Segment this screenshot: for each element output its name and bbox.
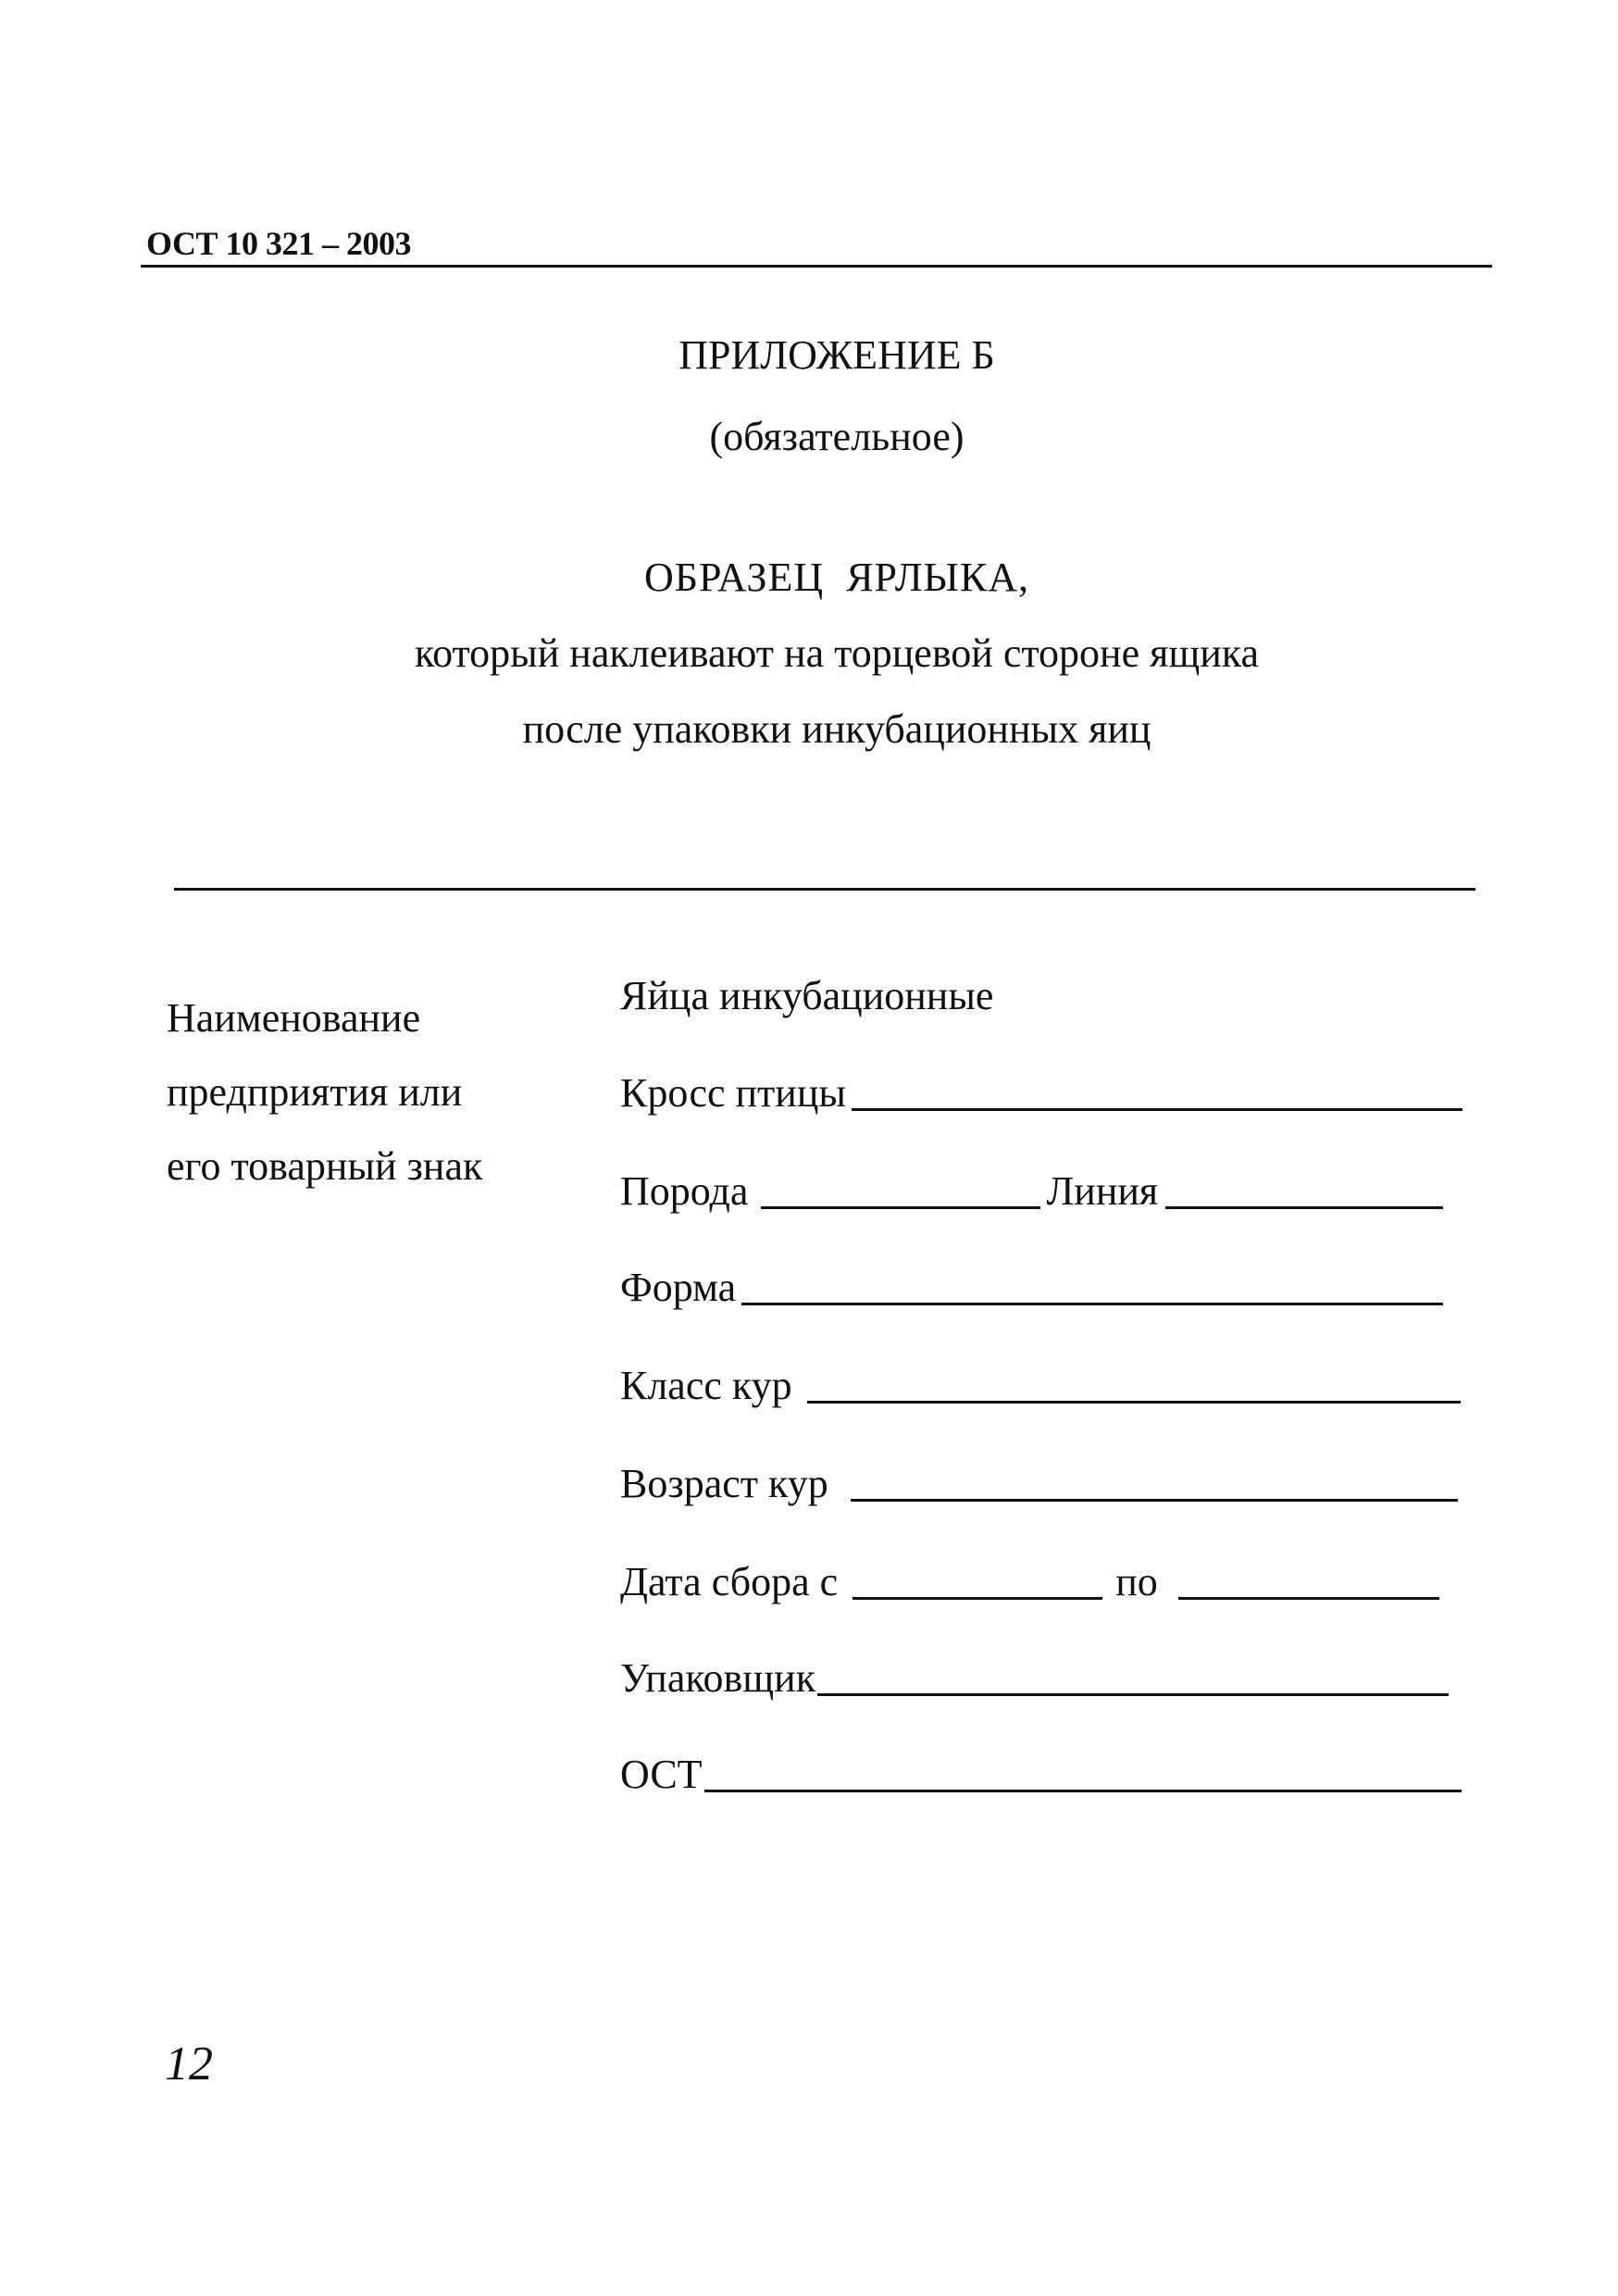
- cross-field: [620, 1065, 1462, 1117]
- form-blank[interactable]: [741, 1299, 1443, 1305]
- form-field: [620, 1259, 1443, 1311]
- company-line: его товарный знак: [167, 1143, 483, 1189]
- line-label: Линия: [1046, 1168, 1159, 1214]
- collection-date-from-blank[interactable]: [853, 1593, 1102, 1600]
- appendix-title: ПРИЛОЖЕНИЕ Б: [678, 332, 995, 378]
- packer-blank[interactable]: [817, 1690, 1449, 1696]
- sample-title: ОБРАЗЕЦ ЯРЛЫКА,: [643, 555, 1030, 600]
- product-name: Яйца инкубационные: [620, 973, 994, 1018]
- standard-field: [620, 1746, 1462, 1798]
- collection-date-to-blank[interactable]: [1178, 1593, 1439, 1600]
- line-blank[interactable]: [1165, 1203, 1443, 1209]
- hen-age-label: Возраст кур: [620, 1461, 828, 1506]
- appendix-status: (обязательное): [709, 414, 965, 459]
- packer-label: Упаковщик: [620, 1655, 816, 1701]
- breed-label: Порода: [620, 1168, 749, 1214]
- standard-blank[interactable]: [704, 1786, 1462, 1792]
- cross-label: Кросс птицы: [620, 1070, 846, 1116]
- standard-label: ОСТ: [620, 1752, 703, 1797]
- collection-date-field: [620, 1554, 1439, 1605]
- document-header: [141, 218, 1492, 268]
- hen-class-label: Класс кур: [620, 1363, 792, 1408]
- form-label: Форма: [620, 1265, 737, 1310]
- company-line: предприятия или: [167, 1069, 463, 1115]
- packer-field: [620, 1650, 1449, 1702]
- standard-code: ОСТ 10 321 – 2003: [146, 225, 411, 262]
- sample-subtitle-line-1: который наклеивают на торцевой стороне ящика: [414, 630, 1260, 676]
- label-separator: [174, 888, 1475, 891]
- collection-date-from-label: Дата сбора с: [620, 1559, 839, 1604]
- cross-blank[interactable]: [852, 1104, 1462, 1111]
- hen-class-blank[interactable]: [807, 1397, 1461, 1404]
- company-name-block: [167, 981, 574, 1204]
- breed-blank[interactable]: [761, 1203, 1040, 1209]
- hen-age-field: [620, 1455, 1458, 1507]
- page-number: 12: [165, 2038, 213, 2090]
- hen-class-field: [620, 1357, 1461, 1409]
- sample-subtitle-line-2: после упаковки инкубационных яиц: [522, 706, 1151, 752]
- company-line: Наименование: [167, 995, 421, 1041]
- breed-line-field: [620, 1163, 1443, 1215]
- collection-date-to-label: по: [1115, 1559, 1158, 1604]
- hen-age-blank[interactable]: [851, 1495, 1458, 1502]
